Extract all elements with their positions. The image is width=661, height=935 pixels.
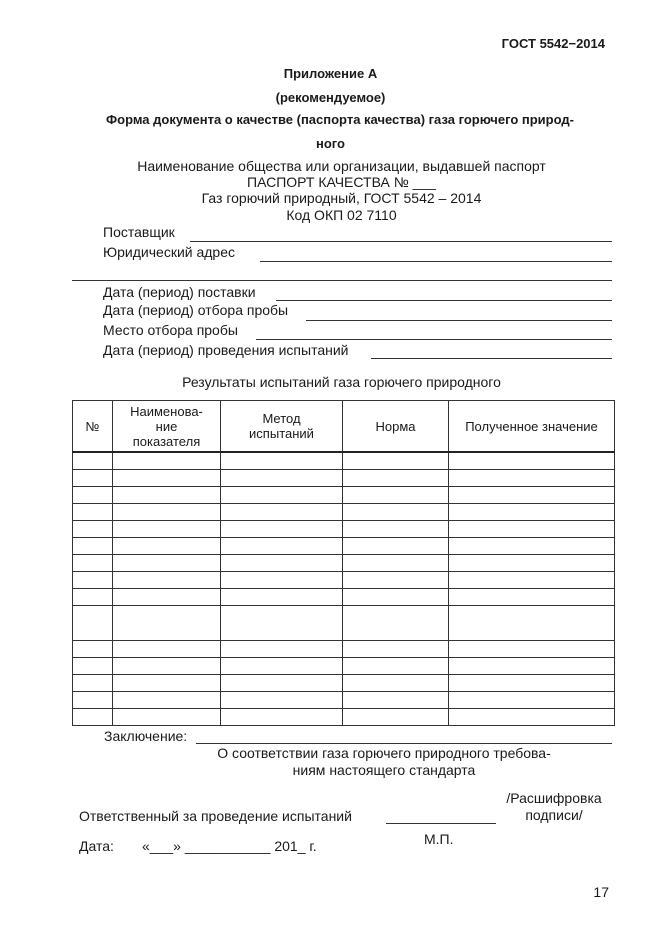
results-caption: Результаты испытаний газа горючего природного [182, 374, 501, 390]
page-number: 17 [593, 884, 609, 900]
table-cell[interactable] [449, 538, 615, 555]
table-cell[interactable] [221, 538, 343, 555]
testing-date-label: Дата (период) проведения испытаний [103, 342, 349, 358]
table-row [73, 692, 615, 709]
table-cell[interactable] [343, 487, 449, 504]
table-cell[interactable] [343, 555, 449, 572]
table-cell[interactable] [73, 692, 113, 709]
legal-address-line[interactable] [260, 261, 612, 262]
table-cell[interactable] [221, 675, 343, 692]
table-cell[interactable] [221, 641, 343, 658]
testing-date-line[interactable] [371, 358, 612, 359]
conclusion-label: Заключение: [104, 728, 188, 744]
table-row [73, 709, 615, 726]
table-row [73, 658, 615, 675]
table-cell[interactable] [449, 641, 615, 658]
table-row [73, 487, 615, 504]
table-cell[interactable] [343, 589, 449, 606]
passport-title: ПАСПОРТ КАЧЕСТВА № ___ [247, 174, 436, 190]
table-row [73, 452, 615, 470]
table-row [73, 572, 615, 589]
table-cell[interactable] [73, 521, 113, 538]
table-cell[interactable] [449, 470, 615, 487]
table-cell[interactable] [221, 504, 343, 521]
form-title-line1: Форма документа о качестве (паспорта качества) газа горючего природ- [106, 112, 574, 127]
table-cell[interactable] [113, 589, 221, 606]
table-cell[interactable] [73, 452, 113, 470]
table-cell[interactable] [221, 692, 343, 709]
table-cell[interactable] [221, 709, 343, 726]
table-row [73, 675, 615, 692]
col-method-label: Метод испытаний [249, 411, 314, 441]
delivery-date-label: Дата (период) поставки [103, 284, 256, 300]
table-cell[interactable] [343, 675, 449, 692]
table-cell[interactable] [343, 572, 449, 589]
form-title-line2: ного [316, 136, 345, 151]
table-cell[interactable] [73, 470, 113, 487]
table-cell[interactable] [113, 538, 221, 555]
table-cell[interactable] [113, 487, 221, 504]
col-value-header [449, 401, 615, 453]
conclusion-text-line1: О соответствии газа горючего природного требова- [217, 745, 551, 761]
table-cell[interactable] [113, 452, 221, 470]
decode-line1: /Расшифровка [506, 790, 602, 806]
table-row [73, 521, 615, 538]
supplier-label: Поставщик [103, 224, 175, 240]
table-row [73, 589, 615, 606]
table-cell[interactable] [343, 709, 449, 726]
table-cell[interactable] [343, 641, 449, 658]
table-cell[interactable] [73, 658, 113, 675]
table-cell[interactable] [113, 470, 221, 487]
table-cell[interactable] [221, 572, 343, 589]
table-cell[interactable] [73, 641, 113, 658]
table-row [73, 555, 615, 572]
table-cell[interactable] [221, 606, 343, 641]
table-cell[interactable] [449, 589, 615, 606]
col-norm-label: Норма [375, 418, 416, 434]
col-indicator-header [113, 401, 221, 453]
table-cell[interactable] [73, 572, 113, 589]
table-cell[interactable] [73, 675, 113, 692]
table-cell[interactable] [73, 487, 113, 504]
product-name: Газ горючий природный, ГОСТ 5542 – 2014 [201, 190, 482, 206]
table-cell[interactable] [113, 692, 221, 709]
legal-address-label: Юридический адрес [103, 244, 236, 260]
col-value-label: Полученное значение [465, 418, 598, 434]
results-body [73, 452, 615, 726]
col-number-header [73, 401, 113, 453]
table-cell[interactable] [343, 521, 449, 538]
table-cell[interactable] [449, 572, 615, 589]
table-cell[interactable] [73, 504, 113, 521]
standard-code: ГОСТ 5542−2014 [501, 36, 605, 51]
legal-address-line-2[interactable] [72, 280, 612, 281]
appendix-status: (рекомендуемое) [275, 90, 386, 105]
results-header-row [73, 401, 615, 453]
table-cell[interactable] [73, 606, 113, 641]
table-cell[interactable] [343, 504, 449, 521]
signature-line[interactable] [386, 823, 496, 824]
sampling-date-line[interactable] [306, 320, 612, 321]
table-cell[interactable] [449, 452, 615, 470]
col-norm-header [343, 401, 449, 453]
table-cell[interactable] [113, 504, 221, 521]
col-number-label: № [85, 418, 100, 434]
table-cell[interactable] [221, 452, 343, 470]
table-row [73, 606, 615, 641]
table-cell[interactable] [343, 606, 449, 641]
sampling-place-label: Место отбора пробы [103, 322, 238, 338]
col-indicator-label: Наименова- ние показателя [130, 403, 203, 449]
table-cell[interactable] [343, 452, 449, 470]
table-cell[interactable] [221, 487, 343, 504]
supplier-line[interactable] [190, 241, 612, 242]
col-method-header [221, 401, 343, 453]
date-field[interactable]: «___» ___________ 201_ г. [142, 838, 317, 854]
table-cell[interactable] [449, 521, 615, 538]
conclusion-text-line2: ниям настоящего стандарта [292, 762, 476, 778]
table-row [73, 538, 615, 555]
table-cell[interactable] [449, 504, 615, 521]
table-cell[interactable] [221, 470, 343, 487]
results-table [72, 400, 615, 726]
responsible-label: Ответственный за проведение испытаний [79, 808, 352, 824]
table-cell[interactable] [113, 521, 221, 538]
table-cell[interactable] [449, 675, 615, 692]
table-cell[interactable] [113, 709, 221, 726]
table-cell[interactable] [113, 555, 221, 572]
table-cell[interactable] [73, 538, 113, 555]
table-cell[interactable] [343, 538, 449, 555]
sampling-place-line[interactable] [256, 339, 612, 340]
delivery-date-line[interactable] [276, 300, 612, 301]
table-cell[interactable] [343, 470, 449, 487]
table-cell[interactable] [113, 641, 221, 658]
table-cell[interactable] [73, 709, 113, 726]
stamp-label: М.П. [424, 831, 454, 847]
table-cell[interactable] [449, 658, 615, 675]
conclusion-line[interactable] [196, 743, 612, 744]
issuer-name: Наименование общества или организации, выдавшей паспорт [137, 158, 546, 174]
table-cell[interactable] [221, 658, 343, 675]
table-cell[interactable] [73, 589, 113, 606]
table-cell[interactable] [113, 606, 221, 641]
okp-code: Код ОКП 02 7110 [286, 207, 397, 223]
table-cell[interactable] [221, 521, 343, 538]
table-cell[interactable] [449, 555, 615, 572]
table-cell[interactable] [449, 692, 615, 709]
table-cell[interactable] [113, 572, 221, 589]
table-cell[interactable] [343, 692, 449, 709]
decode-line2: подписи/ [525, 807, 583, 823]
appendix-title: Приложение А [283, 66, 378, 81]
table-row [73, 641, 615, 658]
table-cell[interactable] [449, 487, 615, 504]
table-cell[interactable] [221, 589, 343, 606]
table-cell[interactable] [113, 658, 221, 675]
table-cell[interactable] [73, 555, 113, 572]
sampling-date-label: Дата (период) отбора пробы [103, 302, 289, 318]
table-cell[interactable] [449, 709, 615, 726]
table-cell[interactable] [343, 658, 449, 675]
table-cell[interactable] [221, 555, 343, 572]
table-cell[interactable] [449, 606, 615, 641]
table-cell[interactable] [113, 675, 221, 692]
date-label: Дата: [79, 838, 114, 854]
table-row [73, 470, 615, 487]
table-row [73, 504, 615, 521]
